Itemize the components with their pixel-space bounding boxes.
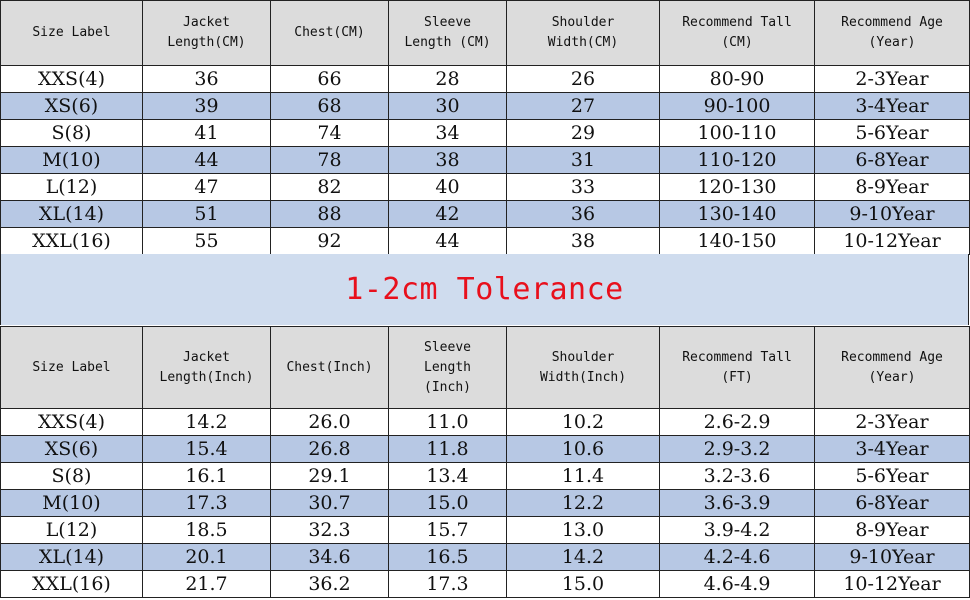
recommend-age-cell: 8-9Year <box>815 517 970 544</box>
jacket-length-cell: 41 <box>143 120 271 147</box>
chest-cell: 68 <box>271 93 389 120</box>
header-sleeve-length: Sleeve Length (CM) <box>389 1 507 66</box>
recommend-tall-cell: 3.9-4.2 <box>660 517 815 544</box>
header-shoulder-width: Shoulder Width(Inch) <box>507 327 660 409</box>
size-label-cell: XXL(16) <box>1 228 143 255</box>
table-row <box>1 571 970 598</box>
shoulder-width-cell: 31 <box>507 147 660 174</box>
size-table-cm <box>0 0 970 255</box>
sleeve-length-cell: 15.0 <box>389 490 507 517</box>
table-row <box>1 201 970 228</box>
sleeve-length-cell: 40 <box>389 174 507 201</box>
shoulder-width-cell: 14.2 <box>507 544 660 571</box>
table-row <box>1 436 970 463</box>
jacket-length-cell: 55 <box>143 228 271 255</box>
size-label-cell: M(10) <box>1 490 143 517</box>
size-label-cell: L(12) <box>1 517 143 544</box>
chest-cell: 34.6 <box>271 544 389 571</box>
shoulder-width-cell: 38 <box>507 228 660 255</box>
jacket-length-cell: 16.1 <box>143 463 271 490</box>
header-chest: Chest(CM) <box>271 1 389 66</box>
table-row <box>1 66 970 93</box>
recommend-tall-cell: 2.6-2.9 <box>660 409 815 436</box>
jacket-length-cell: 17.3 <box>143 490 271 517</box>
recommend-tall-cell: 4.6-4.9 <box>660 571 815 598</box>
jacket-length-cell: 51 <box>143 201 271 228</box>
jacket-length-cell: 18.5 <box>143 517 271 544</box>
sleeve-length-cell: 30 <box>389 93 507 120</box>
recommend-age-cell: 10-12Year <box>815 228 970 255</box>
header-size-label: Size Label <box>1 327 143 409</box>
chest-cell: 29.1 <box>271 463 389 490</box>
size-label-cell: XS(6) <box>1 93 143 120</box>
table-row <box>1 463 970 490</box>
tolerance-text: 1-2cm Tolerance <box>345 272 624 307</box>
table-body <box>1 66 970 255</box>
sleeve-length-cell: 16.5 <box>389 544 507 571</box>
recommend-tall-cell: 100-110 <box>660 120 815 147</box>
table-row <box>1 409 970 436</box>
recommend-age-cell: 5-6Year <box>815 120 970 147</box>
size-label-cell: S(8) <box>1 120 143 147</box>
recommend-age-cell: 3-4Year <box>815 436 970 463</box>
table-header-row <box>1 327 970 409</box>
shoulder-width-cell: 11.4 <box>507 463 660 490</box>
recommend-tall-cell: 120-130 <box>660 174 815 201</box>
tolerance-banner <box>0 254 969 325</box>
recommend-tall-cell: 110-120 <box>660 147 815 174</box>
size-label-cell: L(12) <box>1 174 143 201</box>
header-recommend-tall: Recommend Tall (FT) <box>660 327 815 409</box>
sleeve-length-cell: 15.7 <box>389 517 507 544</box>
recommend-age-cell: 2-3Year <box>815 66 970 93</box>
size-table-inch <box>0 326 970 598</box>
chest-cell: 82 <box>271 174 389 201</box>
table-row <box>1 517 970 544</box>
recommend-age-cell: 6-8Year <box>815 147 970 174</box>
jacket-length-cell: 47 <box>143 174 271 201</box>
chest-cell: 74 <box>271 120 389 147</box>
chest-cell: 66 <box>271 66 389 93</box>
chest-cell: 36.2 <box>271 571 389 598</box>
jacket-length-cell: 15.4 <box>143 436 271 463</box>
sleeve-length-cell: 17.3 <box>389 571 507 598</box>
shoulder-width-cell: 10.2 <box>507 409 660 436</box>
size-label-cell: XS(6) <box>1 436 143 463</box>
chest-cell: 78 <box>271 147 389 174</box>
recommend-age-cell: 3-4Year <box>815 93 970 120</box>
recommend-age-cell: 2-3Year <box>815 409 970 436</box>
recommend-tall-cell: 130-140 <box>660 201 815 228</box>
recommend-age-cell: 5-6Year <box>815 463 970 490</box>
shoulder-width-cell: 13.0 <box>507 517 660 544</box>
table-header-row <box>1 1 970 66</box>
shoulder-width-cell: 33 <box>507 174 660 201</box>
sleeve-length-cell: 44 <box>389 228 507 255</box>
header-recommend-age: Recommend Age (Year) <box>815 1 970 66</box>
chest-cell: 32.3 <box>271 517 389 544</box>
table-row <box>1 147 970 174</box>
jacket-length-cell: 44 <box>143 147 271 174</box>
jacket-length-cell: 14.2 <box>143 409 271 436</box>
table-row <box>1 544 970 571</box>
recommend-age-cell: 9-10Year <box>815 201 970 228</box>
size-label-cell: XL(14) <box>1 201 143 228</box>
recommend-tall-cell: 90-100 <box>660 93 815 120</box>
recommend-age-cell: 6-8Year <box>815 490 970 517</box>
header-size-label: Size Label <box>1 1 143 66</box>
table-body <box>1 409 970 598</box>
size-label-cell: XL(14) <box>1 544 143 571</box>
table-row <box>1 120 970 147</box>
recommend-age-cell: 8-9Year <box>815 174 970 201</box>
recommend-age-cell: 10-12Year <box>815 571 970 598</box>
chest-cell: 30.7 <box>271 490 389 517</box>
sleeve-length-cell: 13.4 <box>389 463 507 490</box>
shoulder-width-cell: 27 <box>507 93 660 120</box>
shoulder-width-cell: 29 <box>507 120 660 147</box>
header-sleeve-length: Sleeve Length (Inch) <box>389 327 507 409</box>
chest-cell: 88 <box>271 201 389 228</box>
table-row <box>1 174 970 201</box>
size-label-cell: XXS(4) <box>1 66 143 93</box>
jacket-length-cell: 21.7 <box>143 571 271 598</box>
shoulder-width-cell: 15.0 <box>507 571 660 598</box>
header-shoulder-width: Shoulder Width(CM) <box>507 1 660 66</box>
jacket-length-cell: 20.1 <box>143 544 271 571</box>
recommend-age-cell: 9-10Year <box>815 544 970 571</box>
table-row <box>1 490 970 517</box>
jacket-length-cell: 36 <box>143 66 271 93</box>
size-label-cell: M(10) <box>1 147 143 174</box>
table-row <box>1 93 970 120</box>
recommend-tall-cell: 140-150 <box>660 228 815 255</box>
jacket-length-cell: 39 <box>143 93 271 120</box>
recommend-tall-cell: 4.2-4.6 <box>660 544 815 571</box>
chest-cell: 26.0 <box>271 409 389 436</box>
shoulder-width-cell: 10.6 <box>507 436 660 463</box>
sleeve-length-cell: 11.0 <box>389 409 507 436</box>
recommend-tall-cell: 2.9-3.2 <box>660 436 815 463</box>
sleeve-length-cell: 34 <box>389 120 507 147</box>
header-recommend-tall: Recommend Tall (CM) <box>660 1 815 66</box>
shoulder-width-cell: 26 <box>507 66 660 93</box>
sleeve-length-cell: 42 <box>389 201 507 228</box>
recommend-tall-cell: 3.6-3.9 <box>660 490 815 517</box>
sleeve-length-cell: 38 <box>389 147 507 174</box>
size-label-cell: S(8) <box>1 463 143 490</box>
header-chest: Chest(Inch) <box>271 327 389 409</box>
chest-cell: 26.8 <box>271 436 389 463</box>
table-row <box>1 228 970 255</box>
recommend-tall-cell: 80-90 <box>660 66 815 93</box>
header-jacket-length: Jacket Length(Inch) <box>143 327 271 409</box>
shoulder-width-cell: 36 <box>507 201 660 228</box>
recommend-tall-cell: 3.2-3.6 <box>660 463 815 490</box>
size-label-cell: XXL(16) <box>1 571 143 598</box>
chest-cell: 92 <box>271 228 389 255</box>
size-label-cell: XXS(4) <box>1 409 143 436</box>
shoulder-width-cell: 12.2 <box>507 490 660 517</box>
sleeve-length-cell: 11.8 <box>389 436 507 463</box>
sleeve-length-cell: 28 <box>389 66 507 93</box>
header-recommend-age: Recommend Age (Year) <box>815 327 970 409</box>
header-jacket-length: Jacket Length(CM) <box>143 1 271 66</box>
